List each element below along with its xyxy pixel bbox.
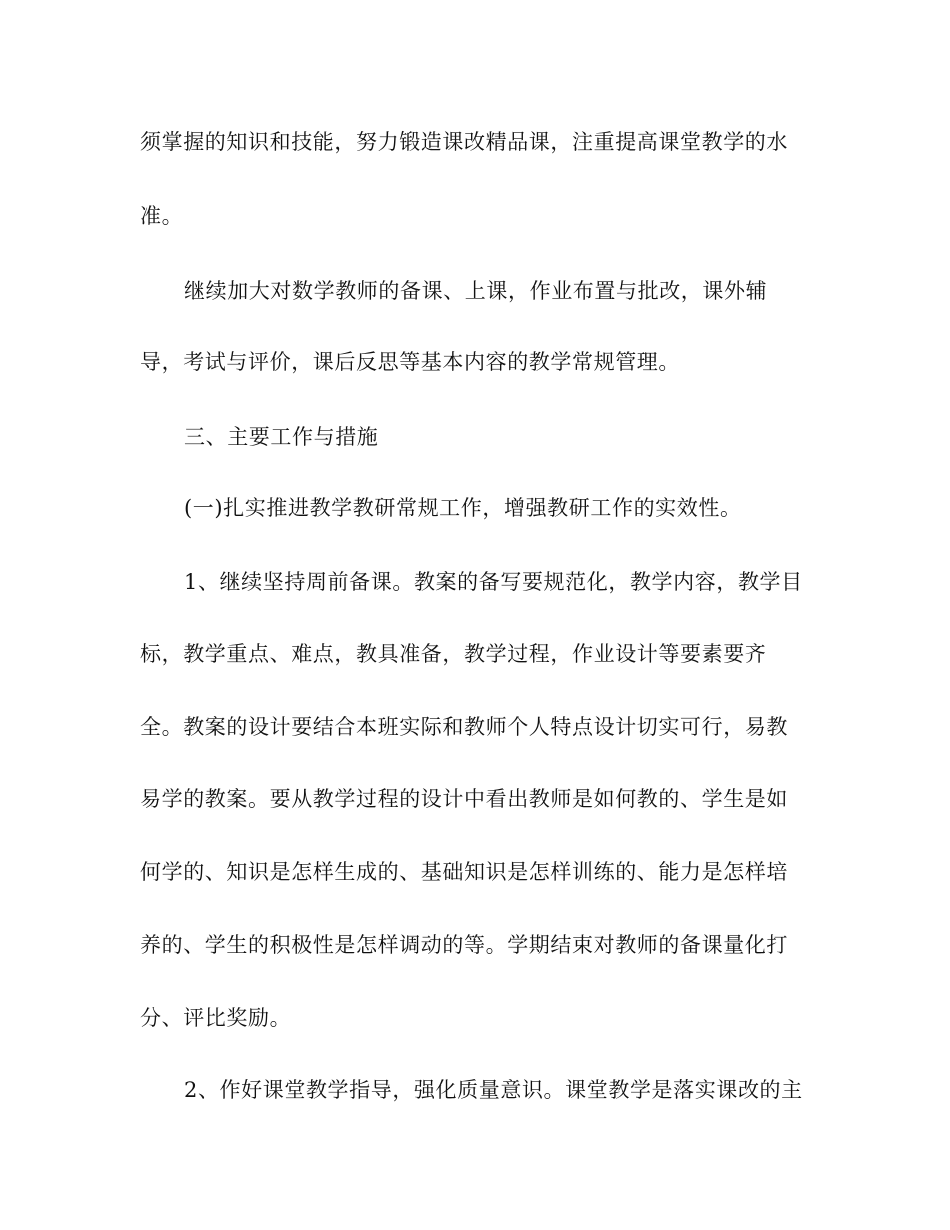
paragraph-line: 易学的教案。要从教学过程的设计中看出教师是如何教的、学生是如 [140,787,788,811]
paragraph-line: 导，考试与评价，课后反思等基本内容的教学常规管理。 [140,350,680,374]
paragraph-line: 分、评比奖励。 [140,1006,292,1030]
paragraph-line: 须掌握的知识和技能，努力锻造课改精品课，注重提高课堂教学的水 [140,130,788,154]
section-heading: 三、主要工作与措施 [184,425,379,449]
paragraph-line: 1、继续坚持周前备课。教案的备写要规范化，教学内容，教学目 [184,570,803,594]
paragraph-line: 全。教案的设计要结合本班实际和教师个人特点设计切实可行，易教 [140,715,788,739]
paragraph-line: 何学的、知识是怎样生成的、基础知识是怎样训练的、能力是怎样培 [140,860,788,884]
paragraph-line: 标，教学重点、难点，教具准备，教学过程，作业设计等要素要齐 [140,642,767,666]
paragraph-line: 准。 [140,204,184,228]
subsection-heading: (一)扎实推进教学教研常规工作，增强教研工作的实效性。 [184,496,742,520]
paragraph-line: 养的、学生的积极性是怎样调动的等。学期结束对教师的备课量化打 [140,933,788,957]
paragraph-line: 2、作好课堂教学指导，强化质量意识。课堂教学是落实课改的主 [184,1078,803,1102]
paragraph-line: 继续加大对数学教师的备课、上课，作业布置与批改，课外辅 [184,279,768,303]
